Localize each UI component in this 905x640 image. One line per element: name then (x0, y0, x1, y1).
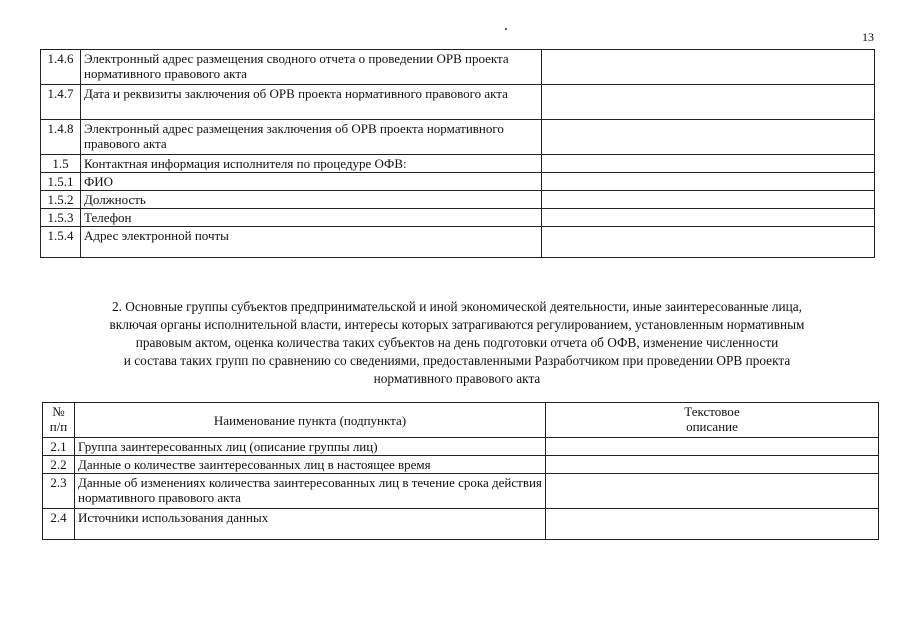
row-value (546, 474, 879, 509)
table-row (41, 155, 875, 173)
row-name: ФИО (81, 173, 542, 191)
row-number: 1.5.3 (41, 209, 81, 227)
table-row (41, 120, 875, 155)
row-name: Электронный адрес размещения заключения об ОРВ проекта нормативного правового акта (81, 120, 542, 155)
row-number: 1.5.1 (41, 173, 81, 191)
heading-line: правовым актом, оценка количества таких субъектов на день подготовки отчета об ОФВ, изменение численности (135, 335, 779, 350)
row-number: 2.1 (43, 438, 75, 456)
section-2-heading (40, 298, 874, 388)
row-value (546, 456, 879, 474)
table-row (43, 438, 879, 456)
row-name: Данные об изменениях количества заинтересованных лиц в течение срока действия нормативного правового акта (75, 474, 546, 509)
row-name: Источники использования данных (75, 509, 546, 540)
table-row (41, 209, 875, 227)
row-number: 1.5.2 (41, 191, 81, 209)
row-number: 1.5 (41, 155, 81, 173)
table-row (41, 85, 875, 120)
row-name: Группа заинтересованных лиц (описание группы лиц) (75, 438, 546, 456)
row-name: Адрес электронной почты (81, 227, 542, 258)
row-value (542, 209, 875, 227)
row-value (542, 120, 875, 155)
table-row (41, 227, 875, 258)
row-value (542, 50, 875, 85)
table-row (43, 509, 879, 540)
row-name: Дата и реквизиты заключения об ОРВ проекта нормативного правового акта (81, 85, 542, 120)
row-name: Телефон (81, 209, 542, 227)
heading-line: 2. Основные группы субъектов предпринимательской и иной экономической деятельности, иные заинтересованные лица, (111, 299, 803, 314)
header-number (43, 403, 75, 438)
heading-line: нормативного правового акта (373, 371, 541, 386)
row-number: 2.4 (43, 509, 75, 540)
row-number: 1.4.8 (41, 120, 81, 155)
table-row (41, 191, 875, 209)
heading-line: включая органы исполнительной власти, интересы которых затрагиваются регулированием, установленным нормативным (109, 317, 805, 332)
row-value (546, 509, 879, 540)
row-number: 1.4.6 (41, 50, 81, 85)
table-row (43, 456, 879, 474)
header-number-line1: № (52, 404, 65, 419)
row-name: Контактная информация исполнителя по процедуре ОФВ: (81, 155, 542, 173)
table-row (41, 173, 875, 191)
stakeholder-groups-table (42, 402, 879, 540)
table-row (41, 50, 875, 85)
scan-speck (505, 28, 507, 30)
header-value-line2: описание (686, 419, 738, 434)
row-number: 2.3 (43, 474, 75, 509)
page-number: 13 (862, 30, 874, 44)
header-value-line1: Текстовое (684, 404, 740, 419)
row-value (542, 227, 875, 258)
row-name: Должность (81, 191, 542, 209)
table-row (43, 474, 879, 509)
header-name: Наименование пункта (подпункта) (75, 403, 546, 438)
row-value (542, 191, 875, 209)
row-value (542, 155, 875, 173)
row-value (542, 85, 875, 120)
heading-line: и состава таких групп по сравнению со сведениями, предоставленными Разработчиком при проведении ОРВ проекта (123, 353, 791, 368)
row-name: Электронный адрес размещения сводного отчета о проведении ОРВ проекта нормативного правового акта (81, 50, 542, 85)
header-value (546, 403, 879, 438)
row-value (546, 438, 879, 456)
row-name: Данные о количестве заинтересованных лиц в настоящее время (75, 456, 546, 474)
row-number: 1.4.7 (41, 85, 81, 120)
row-number: 2.2 (43, 456, 75, 474)
row-value (542, 173, 875, 191)
header-number-line2: п/п (49, 419, 68, 434)
contact-info-table (40, 49, 875, 258)
table-header-row (43, 403, 879, 438)
row-number: 1.5.4 (41, 227, 81, 258)
